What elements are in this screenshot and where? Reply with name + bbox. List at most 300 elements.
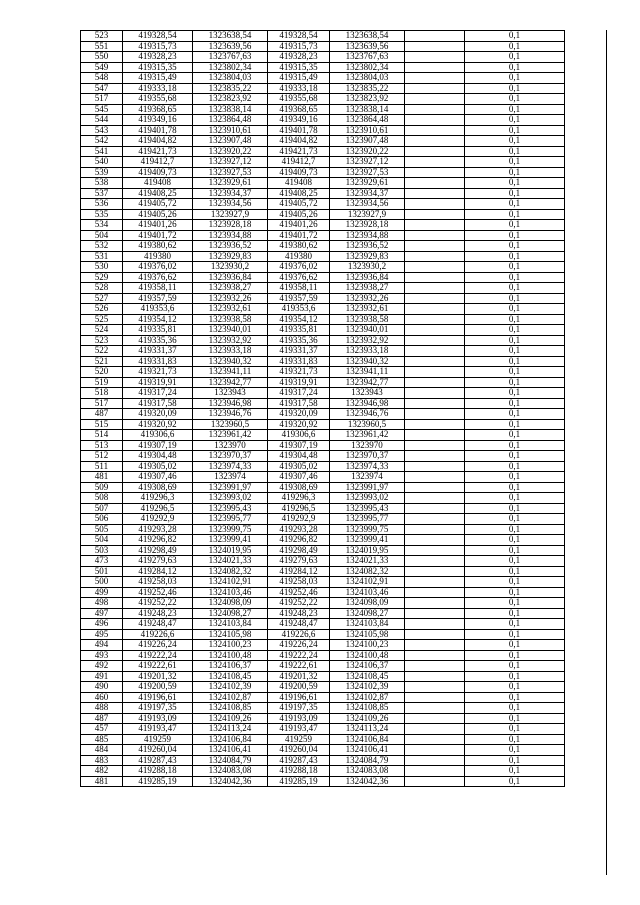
tolerance-cell: 0,1 [465,241,565,252]
x-coord-cell-2: 419328,54 [268,31,330,42]
x-coord-cell-2: 419358,11 [268,283,330,294]
point-number-cell: 494 [81,640,123,651]
y-coord-cell-2: 1323970,37 [330,451,405,462]
y-coord-cell: 1324106,41 [193,745,268,756]
y-coord-cell: 1323943 [193,388,268,399]
x-coord-cell: 419376,62 [123,272,193,283]
empty-cell [405,766,465,777]
empty-cell [565,713,595,724]
empty-cell [565,335,595,346]
table-row [81,241,595,252]
y-coord-cell: 1323934,88 [193,230,268,241]
x-coord-cell: 419288,18 [123,766,193,777]
y-coord-cell-2: 1324109,26 [330,713,405,724]
empty-cell [565,304,595,315]
y-coord-cell: 1324082,32 [193,566,268,577]
tolerance-cell: 0,1 [465,115,565,126]
x-coord-cell: 419405,26 [123,209,193,220]
point-number-cell: 481 [81,776,123,787]
x-coord-cell-2: 419298,49 [268,545,330,556]
table-row [81,335,595,346]
x-coord-cell-2: 419317,58 [268,398,330,409]
empty-cell [405,199,465,210]
empty-cell [405,220,465,231]
table-row [81,482,595,493]
x-coord-cell: 419358,11 [123,283,193,294]
table-row [81,230,595,241]
empty-cell [565,209,595,220]
table-row [81,398,595,409]
table-row [81,199,595,210]
x-coord-cell: 419296,5 [123,503,193,514]
x-coord-cell-2: 419284,12 [268,566,330,577]
y-coord-cell-2: 1323638,54 [330,31,405,42]
table-row [81,220,595,231]
table-row [81,703,595,714]
point-number-cell: 521 [81,356,123,367]
point-number-cell: 504 [81,230,123,241]
tolerance-cell: 0,1 [465,283,565,294]
empty-cell [565,346,595,357]
table-row [81,535,595,546]
empty-cell [405,566,465,577]
tolerance-cell: 0,1 [465,692,565,703]
x-coord-cell: 419252,46 [123,587,193,598]
x-coord-cell-2: 419335,36 [268,335,330,346]
y-coord-cell: 1324100,48 [193,650,268,661]
empty-cell [565,377,595,388]
x-coord-cell-2: 419354,12 [268,314,330,325]
table-row [81,524,595,535]
empty-cell [405,503,465,514]
y-coord-cell: 1323941,11 [193,367,268,378]
y-coord-cell: 1323946,98 [193,398,268,409]
empty-cell [405,461,465,472]
y-coord-cell-2: 1324103,46 [330,587,405,598]
table-row [81,745,595,756]
y-coord-cell-2: 1323961,42 [330,430,405,441]
x-coord-cell: 419293,28 [123,524,193,535]
empty-cell [405,703,465,714]
x-coord-cell-2: 419285,19 [268,776,330,787]
tolerance-cell: 0,1 [465,209,565,220]
point-number-cell: 544 [81,115,123,126]
x-coord-cell-2: 419408,25 [268,188,330,199]
point-number-cell: 514 [81,430,123,441]
y-coord-cell: 1323940,32 [193,356,268,367]
empty-cell [405,629,465,640]
empty-cell [405,304,465,315]
right-margin-line [606,30,607,875]
y-coord-cell: 1323974,33 [193,461,268,472]
empty-cell [565,220,595,231]
empty-cell [565,692,595,703]
y-coord-cell-2: 1323943 [330,388,405,399]
x-coord-cell: 419355,68 [123,94,193,105]
tolerance-cell: 0,1 [465,314,565,325]
point-number-cell: 509 [81,482,123,493]
x-coord-cell-2: 419296,3 [268,493,330,504]
x-coord-cell: 419252,22 [123,598,193,609]
x-coord-cell: 419320,92 [123,419,193,430]
x-coord-cell: 419331,37 [123,346,193,357]
y-coord-cell: 1324083,08 [193,766,268,777]
point-number-cell: 536 [81,199,123,210]
tolerance-cell: 0,1 [465,608,565,619]
empty-cell [405,493,465,504]
empty-cell [565,272,595,283]
empty-cell [565,598,595,609]
tolerance-cell: 0,1 [465,440,565,451]
table-row [81,178,595,189]
x-coord-cell-2: 419412,7 [268,157,330,168]
point-number-cell: 498 [81,598,123,609]
tolerance-cell: 0,1 [465,619,565,630]
empty-cell [565,83,595,94]
point-number-cell: 524 [81,325,123,336]
y-coord-cell-2: 1324083,08 [330,766,405,777]
x-coord-cell: 419259 [123,734,193,745]
tolerance-cell: 0,1 [465,556,565,567]
y-coord-cell-2: 1323938,27 [330,283,405,294]
empty-cell [565,419,595,430]
point-number-cell: 543 [81,125,123,136]
empty-cell [405,482,465,493]
x-coord-cell: 419260,04 [123,745,193,756]
empty-cell [565,703,595,714]
tolerance-cell: 0,1 [465,188,565,199]
x-coord-cell-2: 419304,48 [268,451,330,462]
y-coord-cell-2: 1324102,87 [330,692,405,703]
point-number-cell: 499 [81,587,123,598]
x-coord-cell: 419357,59 [123,293,193,304]
point-number-cell: 517 [81,94,123,105]
point-number-cell: 457 [81,724,123,735]
y-coord-cell-2: 1323974,33 [330,461,405,472]
point-number-cell: 505 [81,524,123,535]
empty-cell [405,776,465,787]
table-row [81,440,595,451]
y-coord-cell-2: 1324108,85 [330,703,405,714]
y-coord-cell: 1323936,52 [193,241,268,252]
x-coord-cell: 419279,63 [123,556,193,567]
empty-cell [565,440,595,451]
x-coord-cell: 419401,78 [123,125,193,136]
empty-cell [405,682,465,693]
empty-cell [405,167,465,178]
tolerance-cell: 0,1 [465,503,565,514]
y-coord-cell-2: 1323767,63 [330,52,405,63]
empty-cell [405,230,465,241]
y-coord-cell: 1323946,76 [193,409,268,420]
y-coord-cell-2: 1323934,88 [330,230,405,241]
y-coord-cell-2: 1323907,48 [330,136,405,147]
x-coord-cell-2: 419315,35 [268,62,330,73]
point-number-cell: 481 [81,472,123,483]
table-row [81,671,595,682]
empty-cell [565,188,595,199]
x-coord-cell: 419292,9 [123,514,193,525]
empty-cell [405,472,465,483]
tolerance-cell: 0,1 [465,713,565,724]
y-coord-cell-2: 1323927,9 [330,209,405,220]
x-coord-cell-2: 419401,26 [268,220,330,231]
y-coord-cell: 1324106,37 [193,661,268,672]
y-coord-cell: 1323961,42 [193,430,268,441]
x-coord-cell-2: 419353,6 [268,304,330,315]
empty-cell [565,535,595,546]
table-row [81,493,595,504]
table-body [81,31,595,787]
point-number-cell: 551 [81,41,123,52]
y-coord-cell: 1323938,58 [193,314,268,325]
point-number-cell: 501 [81,566,123,577]
table-row [81,262,595,273]
point-number-cell: 497 [81,608,123,619]
y-coord-cell-2: 1324021,33 [330,556,405,567]
x-coord-cell: 419307,19 [123,440,193,451]
empty-cell [565,398,595,409]
tolerance-cell: 0,1 [465,335,565,346]
y-coord-cell-2: 1324019,95 [330,545,405,556]
y-coord-cell: 1323930,2 [193,262,268,273]
empty-cell [405,31,465,42]
empty-cell [405,188,465,199]
table-row [81,682,595,693]
tolerance-cell: 0,1 [465,755,565,766]
y-coord-cell-2: 1323995,43 [330,503,405,514]
y-coord-cell: 1324102,87 [193,692,268,703]
tolerance-cell: 0,1 [465,83,565,94]
y-coord-cell: 1323936,84 [193,272,268,283]
x-coord-cell: 419226,6 [123,629,193,640]
empty-cell [565,41,595,52]
y-coord-cell-2: 1323928,18 [330,220,405,231]
y-coord-cell-2: 1324102,39 [330,682,405,693]
empty-cell [565,493,595,504]
empty-cell [405,545,465,556]
y-coord-cell: 1324098,27 [193,608,268,619]
y-coord-cell: 1323999,75 [193,524,268,535]
x-coord-cell: 419354,12 [123,314,193,325]
tolerance-cell: 0,1 [465,146,565,157]
x-coord-cell: 419317,24 [123,388,193,399]
empty-cell [405,713,465,724]
y-coord-cell-2: 1323936,52 [330,241,405,252]
tolerance-cell: 0,1 [465,776,565,787]
table-row [81,409,595,420]
point-number-cell: 491 [81,671,123,682]
x-coord-cell: 419201,32 [123,671,193,682]
x-coord-cell-2: 419226,6 [268,629,330,640]
empty-cell [405,556,465,567]
y-coord-cell: 1323804,03 [193,73,268,84]
y-coord-cell: 1323933,18 [193,346,268,357]
table-row [81,209,595,220]
y-coord-cell-2: 1324098,27 [330,608,405,619]
y-coord-cell: 1323999,41 [193,535,268,546]
empty-cell [405,272,465,283]
tolerance-cell: 0,1 [465,73,565,84]
empty-cell [565,73,595,84]
x-coord-cell-2: 419296,5 [268,503,330,514]
empty-cell [565,31,595,42]
y-coord-cell: 1323639,56 [193,41,268,52]
empty-cell [565,503,595,514]
table-row [81,115,595,126]
empty-cell [405,440,465,451]
x-coord-cell-2: 419196,61 [268,692,330,703]
empty-cell [565,755,595,766]
tolerance-cell: 0,1 [465,514,565,525]
empty-cell [405,514,465,525]
y-coord-cell-2: 1323910,61 [330,125,405,136]
empty-cell [405,83,465,94]
empty-cell [405,755,465,766]
y-coord-cell: 1323638,54 [193,31,268,42]
y-coord-cell: 1323970 [193,440,268,451]
table-row [81,545,595,556]
table-row [81,587,595,598]
point-number-cell: 518 [81,388,123,399]
point-number-cell: 484 [81,745,123,756]
x-coord-cell: 419296,82 [123,535,193,546]
empty-cell [565,482,595,493]
point-number-cell: 507 [81,503,123,514]
empty-cell [405,524,465,535]
tolerance-cell: 0,1 [465,136,565,147]
x-coord-cell-2: 419349,16 [268,115,330,126]
point-number-cell: 487 [81,409,123,420]
x-coord-cell-2: 419258,03 [268,577,330,588]
x-coord-cell: 419405,72 [123,199,193,210]
empty-cell [405,62,465,73]
x-coord-cell-2: 419328,23 [268,52,330,63]
table-row [81,356,595,367]
y-coord-cell-2: 1323999,41 [330,535,405,546]
point-number-cell: 535 [81,209,123,220]
empty-cell [565,724,595,735]
y-coord-cell-2: 1323942,77 [330,377,405,388]
y-coord-cell-2: 1323940,01 [330,325,405,336]
point-number-cell: 488 [81,703,123,714]
y-coord-cell-2: 1323934,37 [330,188,405,199]
tolerance-cell: 0,1 [465,325,565,336]
empty-cell [565,125,595,136]
tolerance-cell: 0,1 [465,62,565,73]
table-row [81,283,595,294]
tolerance-cell: 0,1 [465,293,565,304]
table-row [81,188,595,199]
empty-cell [565,230,595,241]
table-row [81,503,595,514]
x-coord-cell: 419401,26 [123,220,193,231]
y-coord-cell: 1324102,91 [193,577,268,588]
point-number-cell: 500 [81,577,123,588]
tolerance-cell: 0,1 [465,734,565,745]
empty-cell [405,73,465,84]
x-coord-cell: 419380 [123,251,193,262]
empty-cell [565,104,595,115]
y-coord-cell: 1323864,48 [193,115,268,126]
point-number-cell: 495 [81,629,123,640]
empty-cell [565,178,595,189]
tolerance-cell: 0,1 [465,472,565,483]
empty-cell [405,409,465,420]
x-coord-cell: 419320,09 [123,409,193,420]
y-coord-cell: 1323960,5 [193,419,268,430]
tolerance-cell: 0,1 [465,220,565,231]
point-number-cell: 527 [81,293,123,304]
table-row [81,608,595,619]
point-number-cell: 485 [81,734,123,745]
y-coord-cell: 1324100,23 [193,640,268,651]
tolerance-cell: 0,1 [465,461,565,472]
empty-cell [405,241,465,252]
y-coord-cell-2: 1323802,34 [330,62,405,73]
tolerance-cell: 0,1 [465,31,565,42]
y-coord-cell: 1324106,84 [193,734,268,745]
table-row [81,272,595,283]
y-coord-cell: 1324103,46 [193,587,268,598]
y-coord-cell: 1323835,22 [193,83,268,94]
table-row [81,304,595,315]
x-coord-cell: 419349,16 [123,115,193,126]
empty-cell [405,41,465,52]
empty-cell [405,388,465,399]
tolerance-cell: 0,1 [465,94,565,105]
x-coord-cell-2: 419248,47 [268,619,330,630]
y-coord-cell: 1324042,36 [193,776,268,787]
y-coord-cell-2: 1324103,84 [330,619,405,630]
x-coord-cell-2: 419421,73 [268,146,330,157]
table-row [81,514,595,525]
empty-cell [405,178,465,189]
x-coord-cell-2: 419319,91 [268,377,330,388]
empty-cell [565,556,595,567]
table-row [81,556,595,567]
x-coord-cell-2: 419293,28 [268,524,330,535]
empty-cell [565,167,595,178]
empty-cell [565,115,595,126]
empty-cell [405,535,465,546]
empty-cell [565,451,595,462]
point-number-cell: 529 [81,272,123,283]
y-coord-cell: 1324019,95 [193,545,268,556]
x-coord-cell-2: 419376,02 [268,262,330,273]
x-coord-cell-2: 419335,81 [268,325,330,336]
empty-cell [405,598,465,609]
point-number-cell: 530 [81,262,123,273]
y-coord-cell-2: 1324100,48 [330,650,405,661]
x-coord-cell-2: 419317,24 [268,388,330,399]
x-coord-cell: 419308,69 [123,482,193,493]
y-coord-cell-2: 1323920,22 [330,146,405,157]
table-row [81,62,595,73]
table-row [81,766,595,777]
point-number-cell: 548 [81,73,123,84]
empty-cell [565,650,595,661]
tolerance-cell: 0,1 [465,766,565,777]
tolerance-cell: 0,1 [465,566,565,577]
x-coord-cell: 419317,58 [123,398,193,409]
table-row [81,577,595,588]
point-number-cell: 538 [81,178,123,189]
table-row [81,388,595,399]
x-coord-cell-2: 419355,68 [268,94,330,105]
point-number-cell: 492 [81,661,123,672]
x-coord-cell-2: 419333,18 [268,83,330,94]
